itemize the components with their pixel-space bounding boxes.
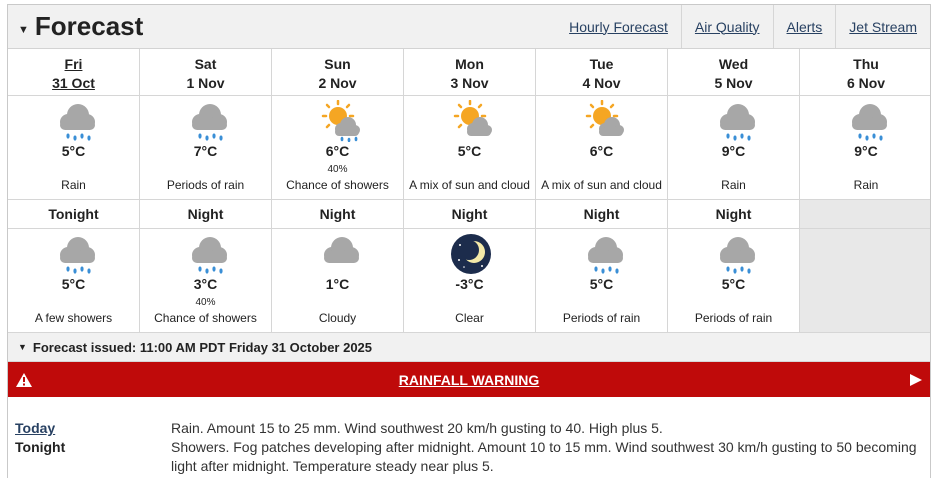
warning-banner[interactable]: [8, 362, 930, 397]
detail-label-today[interactable]: Today: [15, 420, 56, 436]
night-label: Night: [583, 206, 620, 222]
day-date: 2 Nov: [318, 75, 357, 91]
moon-icon: [450, 233, 492, 275]
cloud-icon: [318, 233, 360, 275]
day-name: Sat: [194, 56, 217, 72]
jet-stream-link[interactable]: Jet Stream: [835, 5, 930, 48]
day-summary: A mix of sun and cloud: [541, 178, 662, 192]
night-label: Night: [319, 206, 356, 222]
night-header-0: [8, 200, 140, 229]
day-header-1[interactable]: [140, 49, 272, 96]
night-temperature: 5°C: [61, 276, 86, 292]
forecast-details: [8, 397, 930, 476]
day-summary: Rain: [853, 178, 879, 192]
day-header-0[interactable]: [8, 49, 140, 96]
day-name: Mon: [455, 56, 484, 72]
day-temperature: 7°C: [193, 143, 218, 159]
forecast-panel: [7, 4, 931, 478]
alerts-link[interactable]: Alerts: [773, 5, 836, 48]
forecast-issued-text: Forecast issued: 11:00 AM PDT Friday 31 October 2025: [32, 339, 373, 355]
sun-cloud-rain-icon: [318, 100, 360, 142]
day-summary: Rain: [721, 178, 746, 192]
detail-text-today: Rain. Amount 15 to 25 mm. Wind southwest 20 km/h gusting to 40. High plus 5.: [171, 420, 663, 436]
day-header-3[interactable]: [404, 49, 536, 96]
detail-label-tonight: Tonight: [15, 439, 66, 455]
day-header-4[interactable]: [536, 49, 668, 96]
hourly-forecast-link[interactable]: Hourly Forecast: [569, 18, 668, 35]
day-date: 3 Nov: [450, 75, 489, 91]
day-header-2[interactable]: [272, 49, 404, 96]
forecast-header: [8, 5, 930, 49]
night-header-2: [272, 200, 404, 229]
collapse-triangle-icon: ▼: [18, 23, 29, 36]
night-summary: Periods of rain: [694, 311, 773, 325]
night-forecast-3: [404, 229, 536, 333]
night-header-5: [668, 200, 800, 229]
day-date: 31 Oct: [52, 75, 95, 91]
detail-row-tonight: [8, 438, 930, 476]
sun-cloud-icon: [582, 100, 624, 142]
day-forecast-6: [800, 96, 931, 200]
rain-cloud-icon: [846, 100, 888, 142]
day-temperature: 5°C: [457, 143, 482, 159]
day-forecast-4: [536, 96, 668, 200]
night-forecast-2: [272, 229, 404, 333]
day-temperature: 6°C: [589, 143, 614, 159]
night-forecast-4: [536, 229, 668, 333]
night-summary: A few showers: [34, 311, 113, 325]
night-pop: 40%: [195, 297, 216, 308]
night-forecast-1: [140, 229, 272, 333]
warning-triangle-icon: [16, 373, 32, 387]
empty-cell: [800, 229, 931, 333]
night-temperature: 5°C: [589, 276, 614, 292]
day-summary: Rain: [61, 178, 86, 192]
day-header-6[interactable]: [800, 49, 931, 96]
day-header-5[interactable]: [668, 49, 800, 96]
night-summary: Chance of showers: [154, 311, 257, 325]
night-header-3: [404, 200, 536, 229]
rain-cloud-icon: [54, 233, 96, 275]
day-date: 6 Nov: [846, 75, 886, 91]
day-forecast-3: [404, 96, 536, 200]
day-temperature: 9°C: [854, 143, 878, 159]
forecast-grid: [8, 49, 930, 333]
forecast-title-toggle[interactable]: [8, 11, 556, 42]
day-name: Tue: [589, 56, 614, 72]
sun-cloud-icon: [450, 100, 492, 142]
rain-cloud-icon: [186, 100, 228, 142]
night-label: Night: [451, 206, 488, 222]
day-temperature: 6°C: [325, 143, 350, 159]
night-temperature: 3°C: [193, 276, 218, 292]
header-links: [556, 5, 930, 48]
night-temperature: 1°C: [325, 276, 350, 292]
empty-cell: [800, 200, 931, 229]
night-header-4: [536, 200, 668, 229]
rain-cloud-icon: [186, 233, 228, 275]
day-temperature: 9°C: [721, 143, 746, 159]
rain-cloud-icon: [714, 100, 756, 142]
day-forecast-0: [8, 96, 140, 200]
day-summary: Chance of showers: [286, 178, 389, 192]
night-temperature: 5°C: [721, 276, 746, 292]
day-date: 1 Nov: [186, 75, 225, 91]
day-date: 5 Nov: [714, 75, 753, 91]
expand-arrow-icon[interactable]: [910, 374, 922, 386]
forecast-issued-bar[interactable]: [8, 333, 930, 362]
detail-row-today: [8, 419, 930, 438]
day-forecast-5: [668, 96, 800, 200]
day-forecast-2: [272, 96, 404, 200]
night-header-1: [140, 200, 272, 229]
night-label: Tonight: [48, 206, 99, 222]
day-name: Fri: [64, 56, 83, 72]
day-temperature: 5°C: [61, 143, 86, 159]
rain-cloud-icon: [714, 233, 756, 275]
day-name: Wed: [718, 56, 749, 72]
day-forecast-1: [140, 96, 272, 200]
day-summary: Periods of rain: [166, 178, 245, 192]
night-forecast-0: [8, 229, 140, 333]
air-quality-link[interactable]: Air Quality: [681, 5, 773, 48]
day-summary: A mix of sun and cloud: [409, 178, 530, 192]
rain-cloud-icon: [582, 233, 624, 275]
day-pop: 40%: [327, 164, 348, 175]
night-label: Night: [715, 206, 752, 222]
page-title: Forecast: [34, 11, 144, 41]
warning-label[interactable]: RAINFALL WARNING: [398, 371, 540, 388]
day-date: 4 Nov: [582, 75, 621, 91]
night-temperature: -3°C: [455, 276, 484, 292]
night-summary: Cloudy: [318, 311, 357, 325]
night-summary: Periods of rain: [562, 311, 641, 325]
night-summary: Clear: [455, 311, 484, 325]
rain-cloud-icon: [54, 100, 96, 142]
night-forecast-5: [668, 229, 800, 333]
night-label: Night: [187, 206, 224, 222]
collapse-triangle-icon: ▼: [18, 342, 27, 352]
detail-text-tonight: Showers. Fog patches developing after midnight. Amount 10 to 15 mm. Wind southwest 30 km/h gusting to 50 becoming light after midnight. Temperature steady near plus 5.: [171, 439, 917, 474]
day-name: Thu: [853, 56, 879, 72]
day-name: Sun: [324, 56, 351, 72]
